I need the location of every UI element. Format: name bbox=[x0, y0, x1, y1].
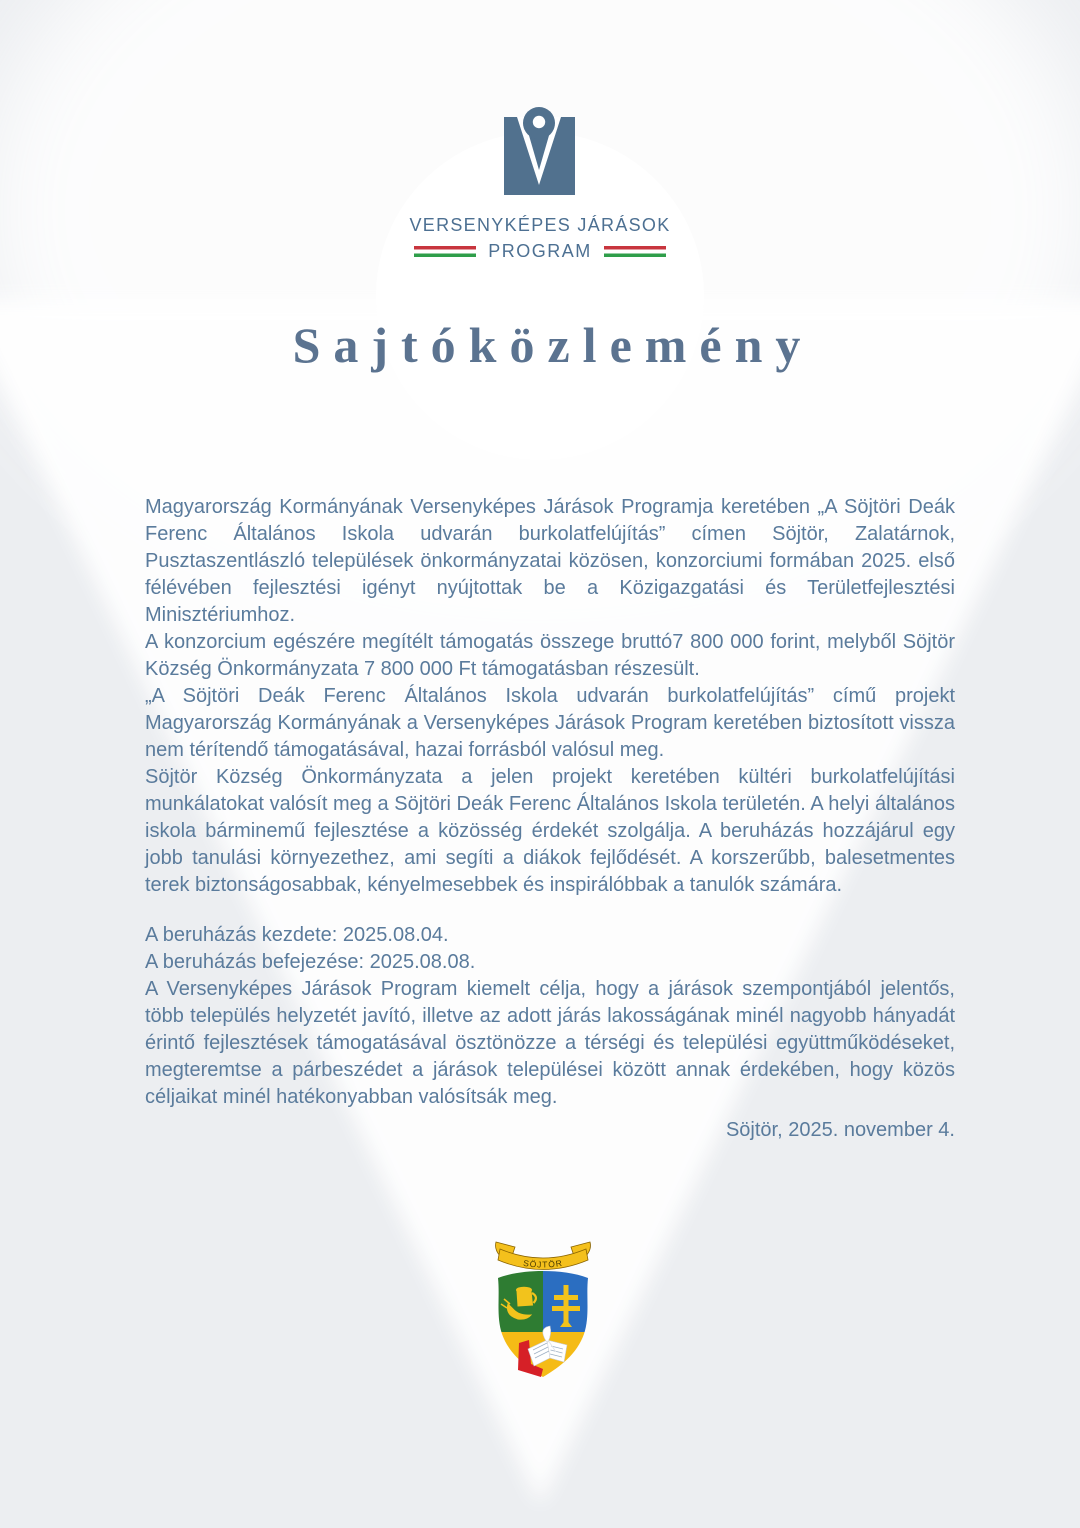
hungarian-flag-stripe-left bbox=[414, 246, 476, 257]
project-end-date: A beruházás befejezése: 2025.08.08. bbox=[145, 951, 476, 973]
paragraph-project: „A Söjtöri Deák Ferenc Általános Iskola udvarán burkolatfelújítás” című projekt Magyarország Kormányának a Versenyképes Járások Program keretében biztosított vissza nem térítendő támogatásával, hazai forrásból valósul meg. bbox=[145, 685, 955, 761]
paragraph-intro: Magyarország Kormányának Versenyképes Járások Programja keretében „A Söjtöri Deák Ferenc Általános Iskola udvarán burkolatfelújítás” címen Söjtör, Zalatárnok, Pusztaszentlászló települések önkormányzatai közösen, konzorciumi formában 2025. első félévében fejlesztési igényt nyújtottak be a Közigazgatási és Területfejlesztési Minisztériumhoz. bbox=[145, 496, 955, 626]
project-start-date: A beruházás kezdete: 2025.08.04. bbox=[145, 924, 449, 946]
hungarian-flag-stripe-right bbox=[604, 246, 666, 257]
crest-banner-text: SÖJTÖR bbox=[522, 1257, 564, 1270]
signoff-date-location: Söjtör, 2025. november 4. bbox=[725, 1119, 955, 1141]
paragraph-program-goal: A Versenyképes Járások Program kiemelt célja, hogy a járások szempontjából jelentős, több település helyzetét javító, illetve az adott járás lakosságának minél nagyobb hányadát érintő fejlesztések támogatásával ösztönözze a térségi és települési együttműködéseket, megteremtse a párbeszédet a járások települései között annak érdekében, hogy közös céljaikat minél hatékonyabban valósítsák meg. bbox=[145, 978, 955, 1108]
page-title: Sajtóközlemény bbox=[292, 317, 814, 373]
program-subtitle: PROGRAM bbox=[488, 241, 592, 261]
body-text bbox=[145, 494, 955, 1144]
project-dates bbox=[145, 922, 955, 976]
sojtor-coat-of-arms bbox=[488, 1240, 598, 1390]
program-logo-pin-icon bbox=[504, 107, 575, 195]
paragraph-project-details: Söjtör Község Önkormányzata a jelen projekt keretében kültéri burkolatfelújítási munkálatokat valósít meg a Söjtöri Deák Ferenc Általános Iskola területén. A helyi általános iskola bárminemű fejlesztése a közösség érdekét szolgálja. A beruházás hozzájárul egy jobb tanulási környezethez, ami segíti a diákok fejlődését. A korszerűbb, balesetmentes terek biztonságosabbak, kényelmesebbek és inspirálóbbak a tanulók számára. bbox=[145, 766, 955, 896]
paragraph-funding: A konzorcium egészére megítélt támogatás összege bruttó7 800 000 forint, melyből Söjtör Község Önkormányzata 7 800 000 Ft támogatásban részesült. bbox=[145, 631, 955, 680]
program-name: VERSENYKÉPES JÁRÁSOK bbox=[409, 215, 671, 235]
program-subtitle-row bbox=[0, 241, 1080, 262]
